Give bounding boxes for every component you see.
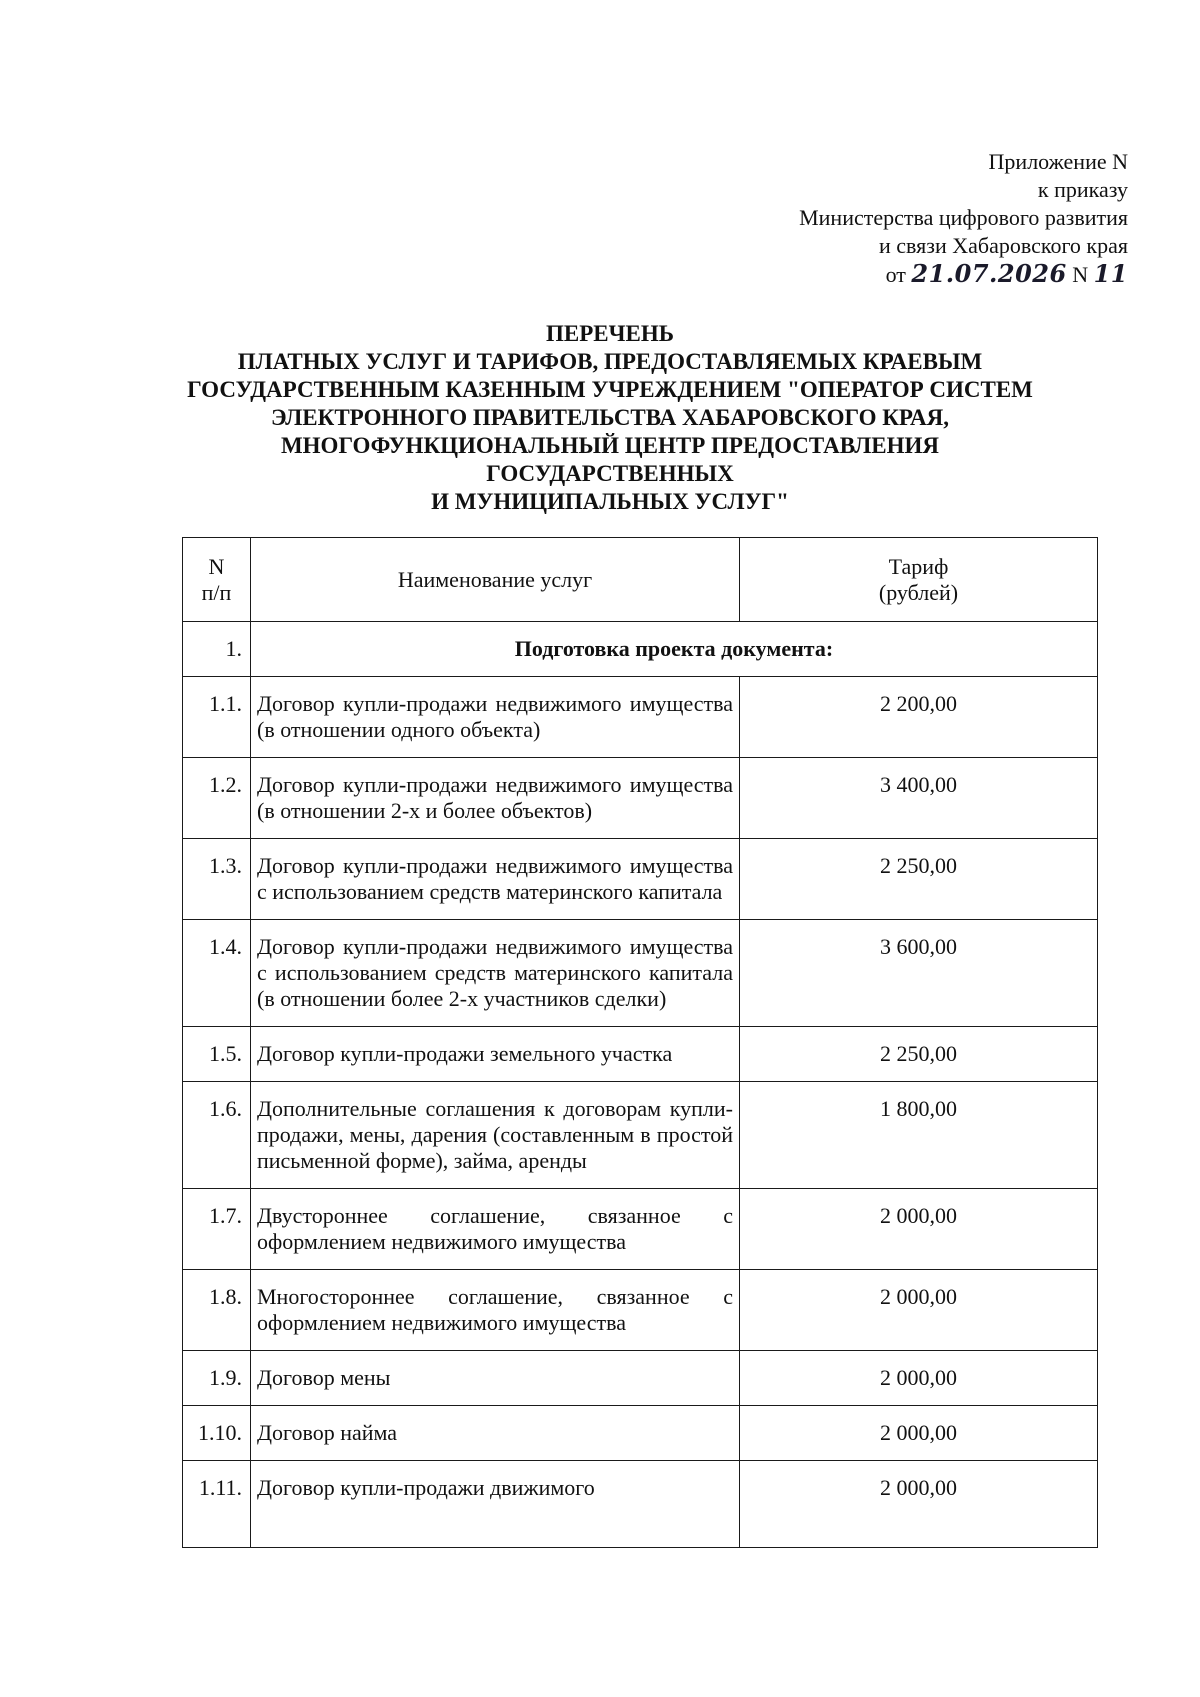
table-header-row [183, 538, 1098, 622]
table-row [183, 1406, 1098, 1461]
service-name: Многостороннее соглашение, связанное с оформлением недвижимого имущества [251, 1270, 740, 1351]
row-number: 1.11. [183, 1461, 251, 1548]
header-number-line: N [208, 553, 225, 579]
section-title: Подготовка проекта документа: [251, 622, 1098, 677]
order-number-handwritten: 11 [1093, 259, 1128, 288]
table-row [183, 1082, 1098, 1189]
title-line: ГОСУДАРСТВЕННЫХ [486, 461, 734, 486]
service-name: Договор купли-продажи недвижимого имущества (в отношении 2-х и более объектов) [251, 758, 740, 839]
service-name: Договор купли-продажи недвижимого имущества с использованием средств материнского капитала (в отношении более 2-х участников сделки) [251, 920, 740, 1027]
column-header-number [183, 538, 251, 622]
row-number: 1.5. [183, 1027, 251, 1082]
ministry-region: и связи Хабаровского края [879, 233, 1128, 258]
service-name: Двустороннее соглашение, связанное с оформлением недвижимого имущества [251, 1189, 740, 1270]
service-tariff: 2 000,00 [740, 1351, 1098, 1406]
service-tariff: 2 250,00 [740, 1027, 1098, 1082]
service-tariff: 3 600,00 [740, 920, 1098, 1027]
order-date-line [608, 260, 1128, 289]
appendix-header [608, 148, 1128, 289]
service-name: Договор купли-продажи недвижимого имущества (в отношении одного объекта) [251, 677, 740, 758]
service-tariff: 2 200,00 [740, 677, 1098, 758]
service-name: Договор купли-продажи недвижимого имущества с использованием средств материнского капитала [251, 839, 740, 920]
row-number: 1.8. [183, 1270, 251, 1351]
row-number: 1.4. [183, 920, 251, 1027]
service-tariff: 2 250,00 [740, 839, 1098, 920]
service-name: Договор купли-продажи движимого [251, 1461, 740, 1548]
service-name: Договор купли-продажи земельного участка [251, 1027, 740, 1082]
ministry-name: Министерства цифрового развития [799, 205, 1128, 230]
order-date-handwritten: 21.07.2026 [911, 259, 1067, 288]
order-reference: к приказу [1037, 177, 1128, 202]
column-header-tariff [740, 538, 1098, 622]
table-row [183, 1461, 1098, 1548]
title-line: И МУНИЦИПАЛЬНЫХ УСЛУГ" [431, 489, 789, 514]
title-line: ПЕРЕЧЕНЬ [546, 321, 674, 346]
table-row [183, 758, 1098, 839]
service-tariff: 2 000,00 [740, 1461, 1098, 1548]
table-row [183, 1027, 1098, 1082]
service-name: Дополнительные соглашения к договорам купли-продажи, мены, дарения (составленным в простой письменной форме), займа, аренды [251, 1082, 740, 1189]
table-row [183, 839, 1098, 920]
section-row [183, 622, 1098, 677]
service-tariff: 2 000,00 [740, 1406, 1098, 1461]
table-row [183, 1270, 1098, 1351]
title-line: МНОГОФУНКЦИОНАЛЬНЫЙ ЦЕНТР ПРЕДОСТАВЛЕНИЯ [280, 433, 940, 458]
row-number: 1.6. [183, 1082, 251, 1189]
appendix-label: Приложение N [988, 149, 1128, 174]
service-tariff: 2 000,00 [740, 1270, 1098, 1351]
row-number: 1.2. [183, 758, 251, 839]
table-row [183, 677, 1098, 758]
column-header-service-name: Наименование услуг [251, 538, 740, 622]
section-number: 1. [183, 622, 251, 677]
tariffs-table [182, 537, 1098, 1548]
order-number-label: N [1072, 262, 1089, 287]
service-name: Договор найма [251, 1406, 740, 1461]
service-tariff: 2 000,00 [740, 1189, 1098, 1270]
row-number: 1.3. [183, 839, 251, 920]
row-number: 1.10. [183, 1406, 251, 1461]
order-date-prefix: от [885, 262, 906, 287]
document-title [150, 320, 1070, 516]
title-line: ЭЛЕКТРОННОГО ПРАВИТЕЛЬСТВА ХАБАРОВСКОГО КРАЯ, [271, 405, 949, 430]
title-line: ГОСУДАРСТВЕННЫМ КАЗЕННЫМ УЧРЕЖДЕНИЕМ "ОПЕРАТОР СИСТЕМ [187, 377, 1033, 402]
header-tariff-line: (рублей) [878, 579, 959, 605]
title-line: ПЛАТНЫХ УСЛУГ И ТАРИФОВ, ПРЕДОСТАВЛЯЕМЫХ КРАЕВЫМ [237, 349, 983, 374]
row-number: 1.7. [183, 1189, 251, 1270]
header-tariff-line: Тариф [888, 553, 949, 579]
table-row [183, 1189, 1098, 1270]
service-tariff: 3 400,00 [740, 758, 1098, 839]
service-tariff: 1 800,00 [740, 1082, 1098, 1189]
header-number-line: п/п [201, 579, 232, 605]
table-row [183, 1351, 1098, 1406]
table-row [183, 920, 1098, 1027]
row-number: 1.1. [183, 677, 251, 758]
row-number: 1.9. [183, 1351, 251, 1406]
service-name: Договор мены [251, 1351, 740, 1406]
